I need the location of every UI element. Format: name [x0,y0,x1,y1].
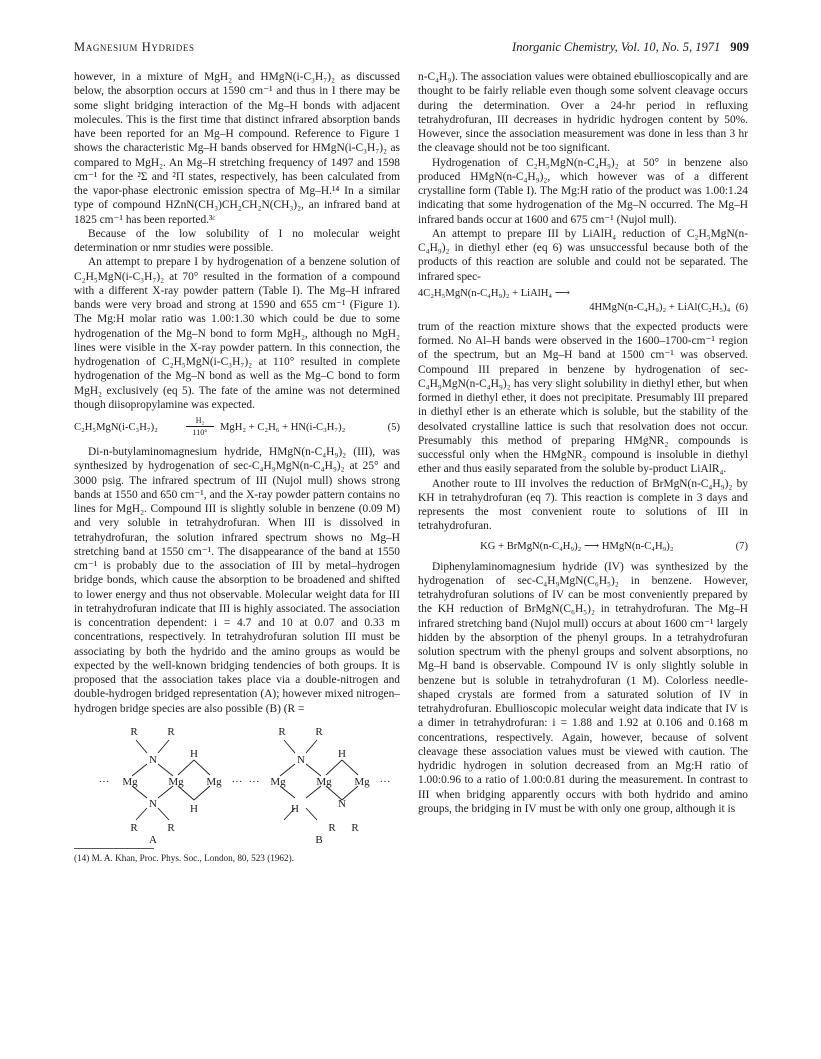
paragraph: Another route to III involves the reduction of BrMgN(n-C₄H₉)₂ by KH in tetrahydrofuran (eq 7). This reaction is complete in 3 days and represents the most convenient route to solutions of III in tetrahydrofuran. [418,477,748,533]
paragraph: An attempt to prepare I by hydrogenation of a benzene solution of C₂H₅MgN(i-C₃H₇)₂ at 70° resulted in the formation of a compound with a different X-ray powder pattern (Table I). The Mg–H infrared bands were very broad and strong at 1590 and 655 cm⁻¹ (Figure 1). The Mg:H molar ratio was 1.00:1.30 which could be due to some hydrogenation of the Mg–N bond to form MgH₂, although no MgH₂ lines were visible in the X-ray powder pattern. In this connection, the hydrogenation of C₂H₅MgN(i-C₃H₇)₂ at 110° resulted in complete hydrogenation of the Mg–N bond as well as the Mg–C bond to form MgH₂ exclusively (eq 5). The fate of the amine was not determined though diisopropylamine was expected. [74,256,400,411]
eq5-number: (5) [387,422,400,433]
footnote-rule [74,848,154,849]
page-number: 909 [730,40,749,54]
paragraph: Diphenylaminomagnesium hydride (IV) was synthesized by the hydrogenation of sec-C₄H₉MgN(C₆H₅)₂ in benzene. However, tetrahydrofuran solutions of IV can be most conveniently prepared by the KH reduction of BrMgN(C₆H₅)₂ in tetrahydrofuran. The Mg–H infrared stretching band (Nujol mull) occurs at about 1600 cm⁻¹ largely hidden by the absorption of the phenyl groups. In a tetrahydrofuran solution spectrum with the phenyl groups and solvent absorptions, no Mg–H band is observable. Compound IV is only slightly soluble in benzene but is soluble in tetrahydrofuran (1 M). Colorless needle-shaped crystals are formed from a saturated solution of IV in tetrahydrofuran. Ebullioscopic molecular weight data indicate that IV is a dimer in tetrahydrofuran: i = 1.88 and 1.92 at 0.106 and 0.168 m concentrations, respectively. Again, however, because of solvent cleavage these association values must be viewed with caution. The hydridic hydrogen in solution decreased from an Mg:H ratio of 1.00:0.96 to a ratio of 1.00:0.81 during the measurement. In contrast to III when bridging apparently occurs with both hydrido and amino groups, the bridging in IV must be with only one group, although it is [418,560,748,815]
paragraph: Because of the low solubility of I no molecular weight determination or nmr studies were possible. [74,227,400,254]
paragraph: trum of the reaction mixture shows that the expected products were formed. No Al–H bands were observed in the 1600–1700-cm⁻¹ region of the spectrum, but an Mg–H band at 1500 cm⁻¹ was observed. Compound III prepared in benzene by hydrogenation of sec-C₄H₉MgN(n-C₄H₉)₂ has very slight solubility in diethyl ether, but when formed in diethyl ether, it does not precipitate. Presumably III prepared in diethyl ether is an etherate which is soluble, but the stability of the desolvated crystalline lattice is such that resolvation does not occur. Presumably this method of preparing HMgNR₂ compounds is successful only when the HMgNR₂ compound is insoluble in diethyl ether and thus easily separated from the soluble by-product LiAlR₄. [418,320,748,476]
eq6-number: (6) [735,301,748,313]
eq5-arrow-top: H₂ [195,416,205,425]
atom-h: H [291,802,299,815]
structure-label-b: B [315,833,323,844]
eq5-arrow-bottom: 110° [192,428,208,437]
structure-diagram [74,720,400,844]
paragraph: Di-n-butylaminomagnesium hydride, HMgN(n-C₄H₉)₂ (III), was synthesized by hydrogenation of sec-C₄H₉MgN(n-C₄H₉)₂ at 25° and 3000 psig. The infrared spectrum of III (Nujol mull) shows strong bands at 1550 and 650 cm⁻¹, and the X-ray powder pattern contains no lines for MgH₂. Compound III is slightly soluble in benzene (0.09 M) and very soluble in tetrahydrofuran. When III is dissolved in tetrahydrofuran, the solution infrared spectrum shows no Mg–H stretching band at 1550 cm⁻¹. The disappearance of the band at 1550 cm⁻¹ is probably due to the association of III by metal–hydrogen bridge bonds, which cause the absorption to be broadened and shifted to lower energy and thus not observable. Molecular weight data for III in tetrahydrofuran indicate that III is highly associated. The association is concentration dependent: i = 4.7 and 10 at 0.07 and 0.33 m concentrations, respectively. In tetrahydrofuran solution III must be associating by both the hydrido and the amino groups as would be expected by the well-known bridging tendencies of both groups. It is proposed that the association takes place via a double-nitrogen and double-hydrogen bridged representation (A); however mixed nitrogen–hydrogen bridge species are also possible (B) (R = [74,446,400,715]
atom-r: R [167,821,175,834]
atom-mg: Mg [122,775,138,788]
bridged-structures [74,720,400,844]
equation-5 [74,416,400,440]
atom-mg: Mg [206,775,222,788]
chain-end: ··· [248,775,260,788]
eq6-line2: 4HMgN(n-C₄H₉)₂ + LiAl(C₂H₅)₄ [589,301,731,313]
structure-label-a: A [149,833,157,844]
paragraph: Hydrogenation of C₂H₅MgN(n-C₄H₉)₂ at 50° in benzene also produced HMgN(n-C₄H₉)₂, which however was of a different crystalline form (Table I). The Mg:H ratio of the product was 1.00:1.24 indicating that some hydrogenation of the Mg–N occurred. The Mg–H infrared bands occur at 1600 and 675 cm⁻¹ (Nujol mull). [418,156,748,226]
atom-r: R [167,725,175,738]
eq5-lhs: C₂H₅MgN(i-C₃H₇)₂ [74,422,158,433]
running-title: Magnesium Hydrides [74,40,195,54]
page-header [74,40,749,60]
atom-mg: Mg [270,775,286,788]
paragraph: An attempt to prepare III by LiAlH₄ reduction of C₂H₅MgN(n-C₄H₉)₂ in diethyl ether (eq 6) was unsuccessful because both of the products of this reaction are soluble and could not be separated. The infrared spec- [418,227,748,283]
chain-end: ··· [231,775,243,788]
paragraph: n-C₄H₉). The association values were obtained ebullioscopically and are thought to be fairly reliable even though some solvent cleavage occurs during the determination. Over a 24-hr period in refluxing tetrahydrofuran, III decreases in hydridic hydrogen content by 50%. However, since the association measurement was done in less than 3 hr the cleavage should not be too significant. [418,71,748,155]
arrow-glyph [186,426,214,427]
atom-r: R [130,821,138,834]
atom-n: N [149,797,157,810]
chain-end: ··· [98,775,110,788]
eq6-line1: 4C₂H₅MgN(n-C₄H₉)₂ + LiAlH₄ ⟶ [418,287,570,299]
eq6-line2-row [418,301,748,315]
atom-mg: Mg [354,775,370,788]
atom-h: H [190,747,198,760]
atom-r: R [130,725,138,738]
atom-r: R [351,821,359,834]
atom-n: N [149,753,157,766]
atom-r: R [315,725,323,738]
eq5-arrow [186,416,214,437]
equation-7 [418,540,748,554]
footnote-14: (14) M. A. Khan, Proc. Phys. Soc., London, 80, 523 (1962). [74,852,294,863]
atom-mg: Mg [316,775,332,788]
atom-mg: Mg [168,775,184,788]
eq5-rhs: MgH₂ + C₂H₆ + HN(i-C₃H₇)₂ [220,422,346,433]
eq7-text: KG + BrMgN(n-C₄H₉)₂ ⟶ HMgN(n-C₄H₉)₂ [480,540,674,552]
right-column [418,70,748,816]
equation-6 [418,287,748,315]
atom-r: R [278,725,286,738]
atom-h: H [190,802,198,815]
chain-end: ··· [379,775,391,788]
journal-citation [512,40,749,55]
atom-r: R [328,821,336,834]
atom-h: H [338,747,346,760]
paragraph: however, in a mixture of MgH₂ and HMgN(i-C₃H₇)₂ as discussed below, the absorption occurs at 1590 cm⁻¹ and thus in I there may be some slight bridging interaction of the Mg–H bonds with adjacent molecules. This is the first time that distinct infrared absorption bands have been reported for an Mg–H compound. Reference to Figure 1 shows the characteristic Mg–H bands observed for HMgN(i-C₃H₇)₂ as compared to MgH₂. An Mg–H stretching frequency of 1497 and 1598 cm⁻¹ for the ²Σ and ²Π states, respectively, has been calculated from the vapor-phase electronic emission spectra of Mg–H.¹⁴ In a similar type of compound HZnN(CH₃)CH₂CH₂N(CH₃)₂, an infrared band at 1825 cm⁻¹ has been reported.³ᶜ [74,71,400,226]
eq7-number: (7) [735,540,748,552]
left-column [74,70,400,864]
atom-n: N [297,753,305,766]
journal-name: Inorganic Chemistry, Vol. 10, No. 5, 1971 [512,40,721,54]
atom-n: N [338,797,346,810]
